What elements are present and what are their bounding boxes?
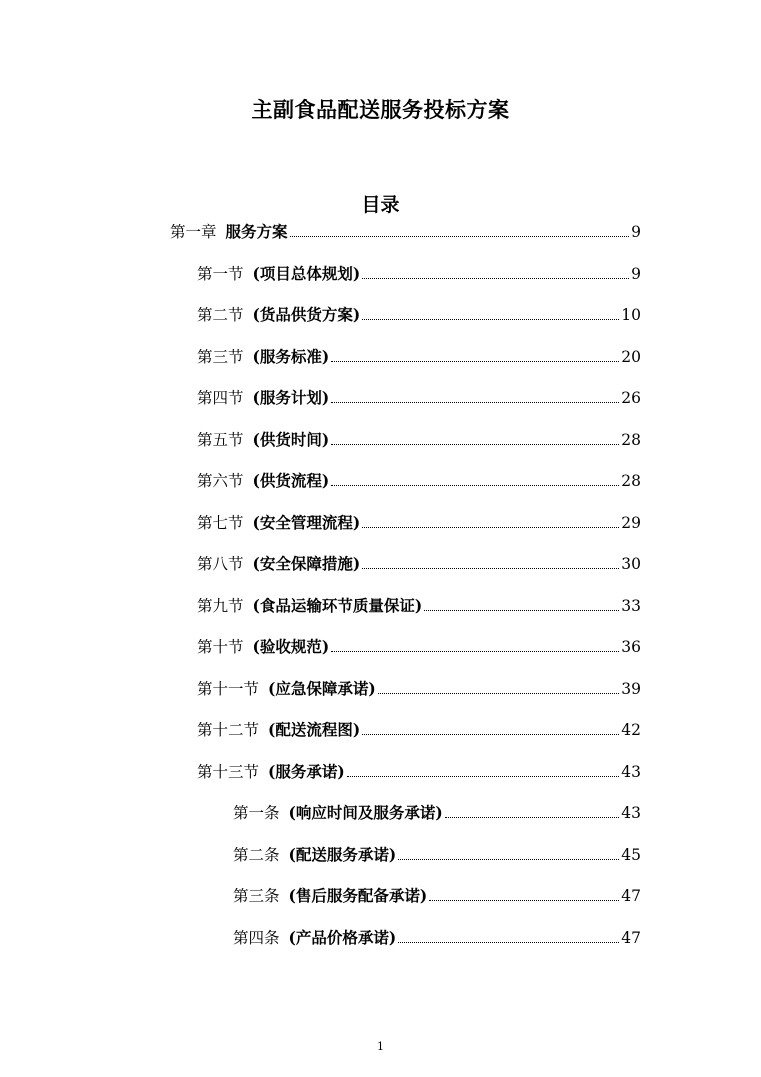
toc-entry-label: 第八节 — [197, 555, 244, 573]
toc-dot-leader — [445, 816, 620, 818]
toc-entry-label: 第一条 — [233, 804, 280, 822]
toc-entry-title: (服务计划) — [252, 388, 330, 407]
toc-dot-leader — [424, 609, 619, 611]
toc-entry-label: 第九节 — [197, 596, 244, 615]
toc-entry-title: (食品运输环节质量保证) — [252, 595, 423, 615]
toc-entry-title: (服务标准) — [252, 346, 330, 366]
toc-entry-title: (验收规范) — [252, 637, 330, 656]
toc-entry-label: 第五节 — [197, 430, 244, 449]
toc-entry-page: 36 — [621, 638, 641, 656]
toc-entry-title: (配送服务承诺) — [288, 844, 397, 864]
toc-entry-section-10[interactable] — [197, 635, 641, 659]
toc-entry-label: 第一节 — [197, 264, 244, 283]
toc-entry-label: 第十三节 — [197, 762, 260, 781]
toc-entry-page: 33 — [621, 596, 641, 615]
toc-dot-leader — [362, 733, 619, 735]
toc-entry-label: 第四条 — [233, 928, 280, 947]
toc-entry-title: (供货流程) — [252, 471, 330, 490]
toc-entry-section-3[interactable] — [197, 345, 641, 369]
toc-entry-section-2[interactable] — [197, 303, 641, 327]
toc-entry-label: 第十二节 — [197, 721, 260, 739]
toc-entry-article-2[interactable] — [233, 843, 641, 867]
toc-dot-leader — [331, 443, 619, 445]
toc-dot-leader — [331, 650, 619, 652]
toc-entry-page: 47 — [621, 887, 641, 905]
toc-entry-label: 第一章 — [170, 223, 217, 241]
toc-entry-title: (产品价格承诺) — [288, 927, 397, 947]
toc-entry-page: 9 — [631, 264, 641, 283]
toc-entry-label: 第四节 — [197, 389, 244, 407]
toc-dot-leader — [378, 692, 620, 694]
toc-entry-title: (供货时间) — [252, 429, 330, 449]
toc-entry-title: (响应时间及服务承诺) — [288, 803, 443, 822]
toc-dot-leader — [362, 567, 619, 569]
page-number: 1 — [377, 1040, 384, 1053]
toc-entry-page: 45 — [621, 845, 641, 864]
toc-entry-section-6[interactable] — [197, 469, 641, 493]
toc-heading: 目录 — [361, 194, 400, 216]
toc-entry-title: 服务方案 — [225, 222, 288, 241]
toc-entry-section-9[interactable] — [197, 594, 641, 618]
toc-entry-page: 20 — [621, 347, 641, 366]
toc-entry-title: (售后服务配备承诺) — [288, 886, 428, 905]
toc-entry-title: (服务承诺) — [268, 761, 345, 781]
toc-entry-title: (项目总体规划) — [252, 263, 361, 283]
toc-entry-section-5[interactable] — [197, 428, 641, 452]
toc-entry-page: 9 — [631, 223, 641, 241]
toc-entry-section-13[interactable] — [197, 760, 641, 784]
toc-entry-section-12[interactable] — [197, 718, 641, 742]
toc-dot-leader — [331, 484, 619, 486]
toc-entry-chapter-1[interactable] — [170, 220, 641, 244]
toc-dot-leader — [331, 360, 619, 362]
toc-entry-section-11[interactable] — [197, 677, 641, 701]
toc-entry-label: 第二节 — [197, 306, 244, 324]
toc-entry-page: 28 — [621, 472, 641, 490]
toc-entry-title: (配送流程图) — [268, 720, 361, 739]
toc-entry-title: (应急保障承诺) — [268, 678, 376, 698]
toc-dot-leader — [429, 899, 619, 901]
toc-entry-label: 第十节 — [197, 638, 244, 656]
toc-entry-section-8[interactable] — [197, 552, 641, 576]
toc-entry-page: 47 — [621, 928, 641, 947]
toc-entry-article-3[interactable] — [233, 884, 641, 908]
toc-entry-label: 第三节 — [197, 347, 244, 366]
toc-entry-section-4[interactable] — [197, 386, 641, 410]
toc-dot-leader — [331, 401, 619, 403]
toc-entry-page: 10 — [621, 306, 641, 324]
toc-dot-leader — [362, 526, 619, 528]
toc-entry-page: 42 — [621, 721, 641, 739]
toc-entry-title: (货品供货方案) — [252, 305, 361, 324]
toc-entry-label: 第七节 — [197, 513, 244, 532]
toc-entry-page: 28 — [621, 430, 641, 449]
toc-entry-section-7[interactable] — [197, 511, 641, 535]
toc-entry-article-4[interactable] — [233, 926, 641, 950]
toc-dot-leader — [290, 235, 630, 237]
toc-entry-section-1[interactable] — [197, 262, 641, 286]
toc-entry-page: 43 — [621, 804, 641, 822]
toc-dot-leader — [347, 775, 620, 777]
toc-dot-leader — [362, 318, 619, 320]
toc-entry-label: 第二条 — [233, 845, 280, 864]
toc-entry-label: 第六节 — [197, 472, 244, 490]
toc-entry-label: 第三条 — [233, 887, 280, 905]
toc-entry-page: 29 — [621, 513, 641, 532]
toc-dot-leader — [362, 277, 629, 279]
toc-entry-page: 43 — [621, 762, 641, 781]
toc-dot-leader — [398, 941, 619, 943]
toc-entry-title: (安全管理流程) — [252, 512, 361, 532]
toc-entry-label: 第十一节 — [197, 679, 260, 698]
toc-entry-page: 26 — [621, 389, 641, 407]
toc-entry-article-1[interactable] — [233, 801, 641, 825]
toc-entry-page: 39 — [621, 679, 641, 698]
toc-entry-page: 30 — [621, 555, 641, 573]
document-title: 主副食品配送服务投标方案 — [251, 98, 510, 122]
toc-entry-title: (安全保障措施) — [252, 554, 361, 573]
toc-dot-leader — [398, 858, 619, 860]
